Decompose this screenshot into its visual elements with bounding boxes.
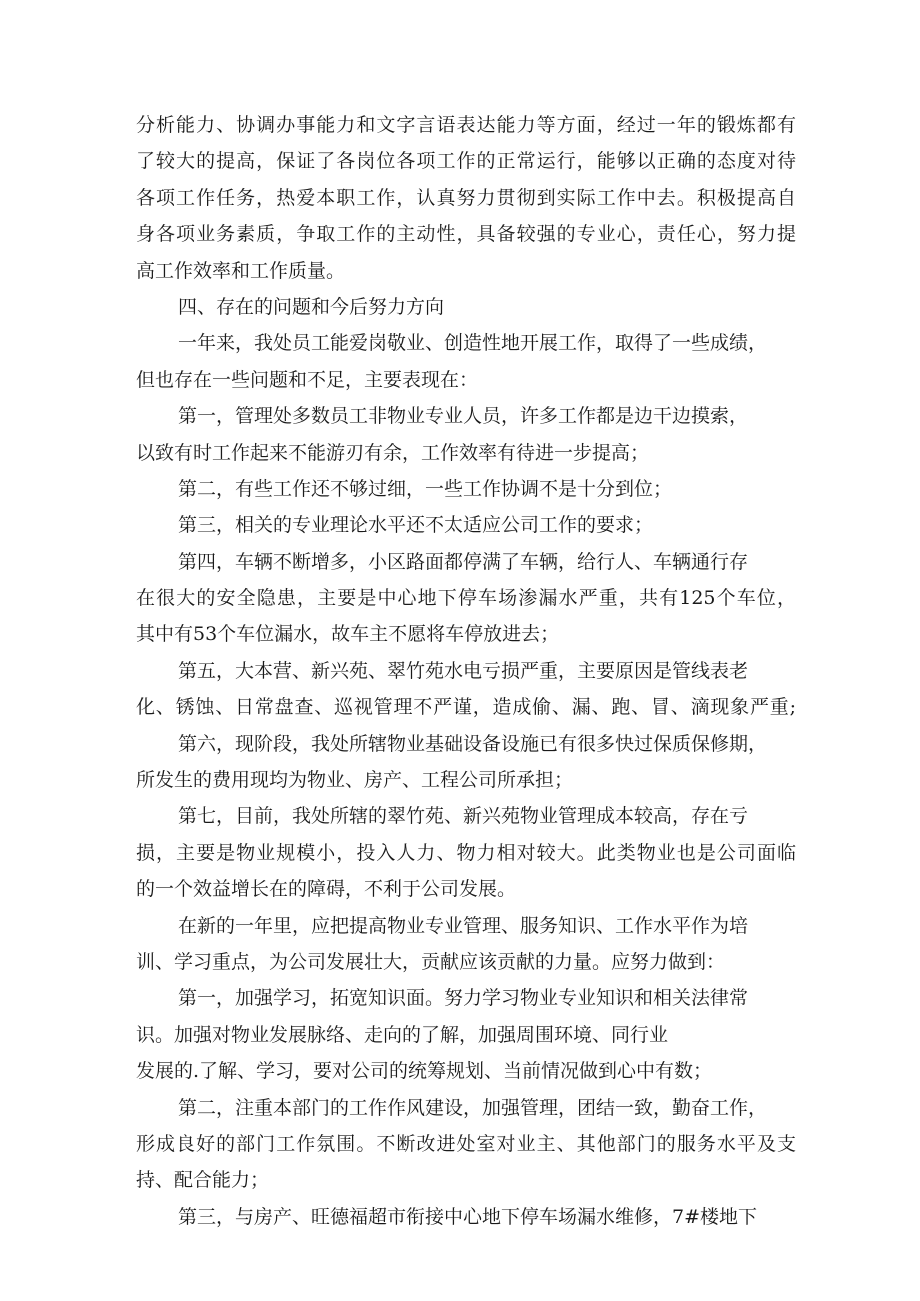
paragraph-first-line: 第一，加强学习，拓宽知识面。努力学习物业专业知识和相关法律常 bbox=[178, 987, 749, 1010]
text-line: 训、学习重点，为公司发展壮大，贡献应该贡献的力量。应努力做到： bbox=[136, 950, 726, 973]
paragraph-first-line: 四、存在的问题和今后努力方向 bbox=[178, 295, 445, 318]
text-line: 以致有时工作起来不能游刃有余，工作效率有待进一步提高； bbox=[136, 441, 650, 464]
text-line: 识。加强对物业发展脉络、走向的了解，加强周围环境、同行业 bbox=[136, 1023, 669, 1046]
paragraph-first-line: 一年来，我处员工能爱岗敬业、创造性地开展工作，取得了一些成绩， bbox=[178, 332, 768, 355]
text-line: 发展的.了解、学习，要对公司的统筹规划、当前情况做到心中有数； bbox=[136, 1060, 713, 1083]
text-line: 在很大的安全隐患，主要是中心地下停车场渗漏水严重，共有125个车位， bbox=[136, 587, 796, 610]
text-line: 高工作效率和工作质量。 bbox=[136, 259, 346, 282]
text-line: 分析能力、协调办事能力和文字言语表达能力等方面，经过一年的锻炼都有 bbox=[136, 114, 796, 136]
paragraph-first-line: 第三，与房产、旺德福超市衔接中心地下停车场漏水维修，7#楼地下 bbox=[178, 1205, 758, 1228]
text-line: 化、锈蚀、日常盘查、巡视管理不严谨，造成偷、漏、跑、冒、滴现象严重; bbox=[136, 696, 796, 719]
text-line: 了较大的提高，保证了各岗位各项工作的正常运行，能够以正确的态度对待 bbox=[136, 150, 796, 173]
text-line: 其中有53个车位漏水，故车主不愿将车停放进去； bbox=[136, 623, 560, 646]
document-body bbox=[136, 107, 796, 1235]
paragraph-first-line: 第四，车辆不断增多，小区路面都停满了车辆，给行人、车辆通行存 bbox=[178, 550, 749, 573]
text-line: 损，主要是物业规模小，投入人力、物力相对较大。此类物业也是公司面临 bbox=[136, 841, 796, 864]
paragraph-first-line: 第二，有些工作还不够过细，一些工作协调不是十分到位； bbox=[178, 477, 673, 500]
text-line: 但也存在一些问题和不足，主要表现在： bbox=[136, 368, 479, 391]
paragraph-first-line: 第五，大本营、新兴苑、翠竹苑水电亏损严重，主要原因是管线表老 bbox=[178, 659, 749, 682]
paragraph-first-line: 第七，目前，我处所辖的翠竹苑、新兴苑物业管理成本较高，存在亏 bbox=[178, 805, 749, 828]
text-line: 各项工作任务，热爱本职工作，认真努力贯彻到实际工作中去。积极提高自 bbox=[136, 186, 796, 209]
text-line: 所发生的费用现均为物业、房产、工程公司所承担； bbox=[136, 769, 574, 792]
text-line: 持、配合能力； bbox=[136, 1169, 270, 1192]
paragraph-first-line: 第一，管理处多数员工非物业专业人员，许多工作都是边干边摸索， bbox=[178, 405, 749, 428]
text-line: 身各项业务素质，争取工作的主动性，具备较强的专业心，责任心，努力提 bbox=[136, 223, 796, 246]
text-line: 的一个效益增长在的障碍，不利于公司发展。 bbox=[136, 878, 517, 901]
paragraph-first-line: 第三，相关的专业理论水平还不太适应公司工作的要求； bbox=[178, 514, 654, 537]
paragraph-first-line: 第二，注重本部门的工作作风建设，加强管理，团结一致，勤奋工作， bbox=[178, 1096, 768, 1119]
paragraph-first-line: 在新的一年里，应把提高物业专业管理、服务知识、工作水平作为培 bbox=[178, 914, 749, 937]
text-line: 形成良好的部门工作氛围。不断改进处室对业主、其他部门的服务水平及支 bbox=[136, 1132, 796, 1155]
paragraph-first-line: 第六，现阶段，我处所辖物业基础设备设施已有很多快过保质保修期， bbox=[178, 732, 768, 755]
